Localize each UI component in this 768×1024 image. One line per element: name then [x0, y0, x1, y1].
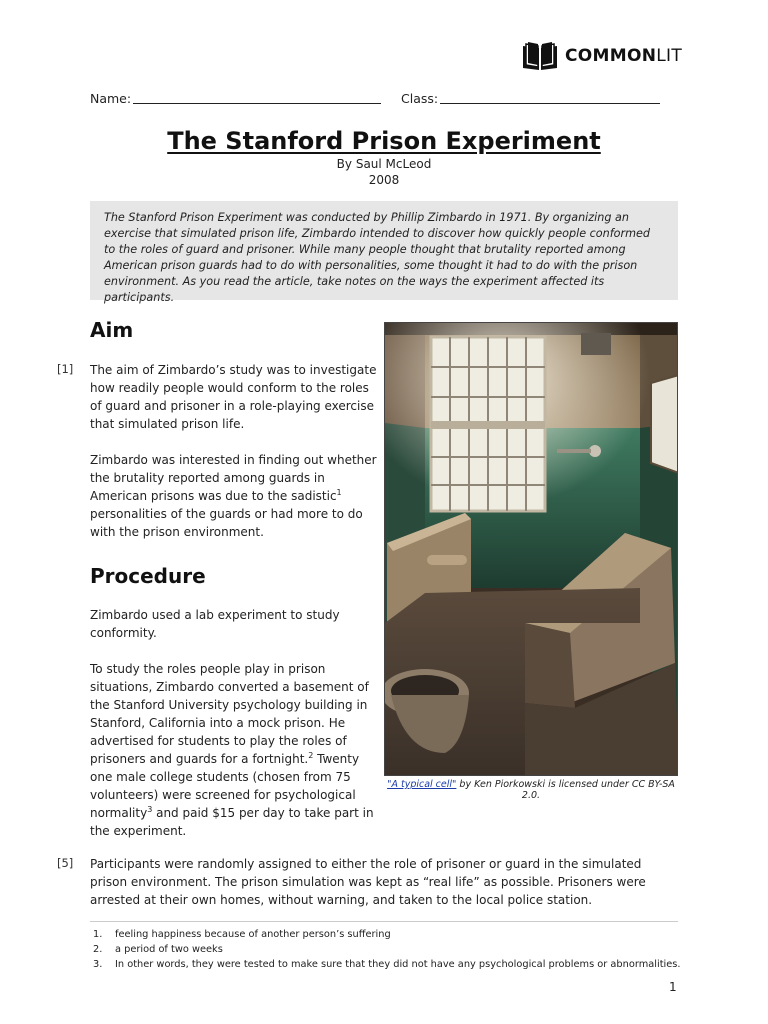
footnote-3: 3. In other words, they were tested to make sure that they did not have any psychological problems or abnormalities. [93, 959, 681, 970]
paragraph-4: To study the roles people play in prison situations, Zimbardo converted a basement of the Stanford University psychology building in Stanford, California into a mock prison. He advertised for students to play the roles of prisoners and guards for a fortnight.$^2$ Twenty one male college students (chosen from 75 volunteers) were screened for psychological normality$^3$ and paid $15 per day to take part in the experiment. [90, 662, 374, 838]
footnote-ref-3[interactable]: 3 [147, 805, 153, 814]
name-label: Name: [90, 91, 132, 106]
byline [0, 156, 768, 188]
footnote-2: 2. a period of two weeks [93, 944, 223, 955]
class-field[interactable] [440, 90, 660, 104]
intro-box [90, 201, 678, 304]
commonlit-logo [521, 41, 682, 71]
logo-text: COMMONLIT [565, 46, 683, 66]
procedure-heading: Procedure [90, 564, 206, 588]
footnote-divider [90, 921, 678, 922]
footnote-ref-1[interactable]: 1 [336, 488, 342, 497]
photo-source-link[interactable]: "A typical cell" [387, 779, 457, 790]
author: By Saul McLeod [336, 157, 432, 171]
paragraph-number-5: [5] [57, 856, 74, 870]
footnote-ref-2[interactable]: 2 [308, 751, 314, 760]
footnote-1: 1. feeling happiness because of another person’s suffering [93, 929, 391, 940]
photo-caption: "A typical cell" by Ken Piorkowski is licensed under CC BY-SA 2.0. [387, 779, 675, 801]
intro-text: The Stanford Prison Experiment was conducted by Phillip Zimbardo in 1971. By organizing an exercise that simulated prison life, Zimbardo intended to discover how quickly people conformed to the roles of guard and prisoner. While many people thought that brutality reported among American prison guards had to do with personalities, some thought it had to do with the prison environment. As you read the article, take notes on the ways the experiment affected its participants. [104, 211, 650, 304]
paragraph-3: Zimbardo used a lab experiment to study conformity. [90, 608, 340, 640]
prison-cell-illustration [385, 323, 678, 776]
name-field[interactable] [133, 90, 381, 104]
aim-heading: Aim [90, 318, 134, 342]
book-icon [521, 41, 559, 71]
year: 2008 [368, 173, 400, 187]
class-label: Class: [401, 91, 439, 106]
paragraph-5: Participants were randomly assigned to either the role of prisoner or guard in the simulated prison environment. The prison simulation was kept as “real life” as possible. Prisoners were arrested at their own homes, without warning, and taken to the local police station. [90, 857, 646, 907]
prison-cell-photo [384, 322, 678, 776]
paragraph-number-1: [1] [57, 362, 74, 376]
paragraph-2: Zimbardo was interested in finding out whether the brutality reported among guards in American prisons was due to the sadistic$^1$ personalities of the guards or had more to do with the prison environment. [90, 453, 377, 539]
page-title: The Stanford Prison Experiment [167, 127, 601, 155]
paragraph-1: The aim of Zimbardo’s study was to investigate how readily people would conform to the roles of guard and prisoner in a role-playing exercise that simulated prison life. [90, 363, 377, 431]
page-number: 1 [669, 980, 677, 994]
